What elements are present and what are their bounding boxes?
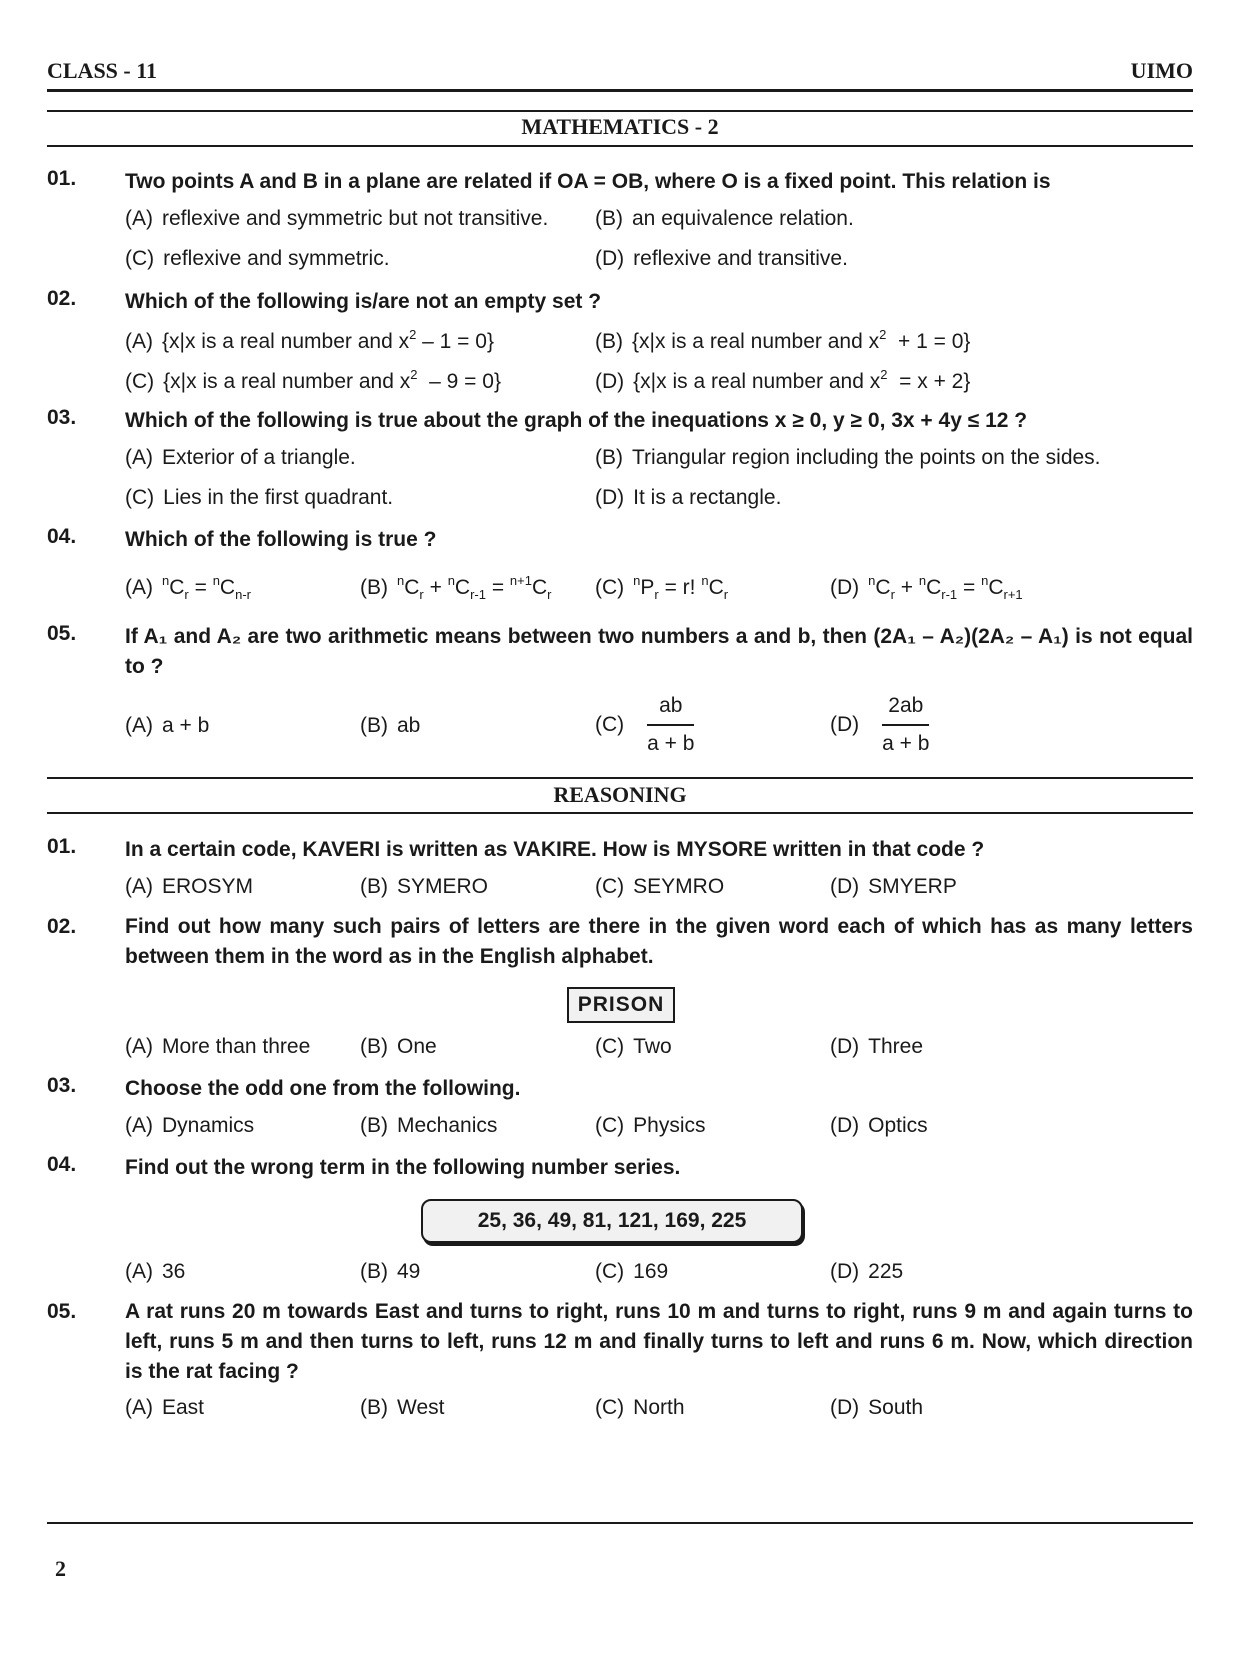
option-label: (B) — [595, 330, 623, 353]
question-text: Find out the wrong term in the following number series. — [125, 1156, 681, 1179]
question-number: 05. — [47, 1300, 77, 1323]
number-series-box: 25, 36, 49, 81, 121, 169, 225 — [421, 1199, 803, 1243]
option-b: One — [397, 1035, 437, 1058]
option-b: $^nC_r + ^nC_{r-1} = ^{n+1}C_r$ — [397, 573, 552, 602]
question-number: 02. — [47, 915, 77, 938]
option-c: {x|x is a real number and $x^2 - 9 = 0$} — [163, 367, 501, 393]
footer-rule — [47, 1522, 1193, 1524]
option-label: (B) — [360, 714, 388, 737]
question-text: Which of the following is true about the graph of the inequations x ≥ 0, y ≥ 0, 3x + 4y ≤ 12 ? — [125, 409, 1028, 432]
option-label: (A) — [125, 875, 153, 898]
question-text: Choose the odd one from the following. — [125, 1077, 521, 1100]
option-a: EROSYM — [162, 875, 254, 898]
option-label: (A) — [125, 1035, 153, 1058]
option-label: (C) — [125, 247, 155, 270]
option-d-fraction: $\frac{2ab}{a + b}$ — [882, 694, 930, 755]
option-d: $^nC_r + ^nC_{r-1} = ^nC_{r+1}$ — [868, 573, 1023, 602]
math-section-title: MATHEMATICS - 2 — [521, 114, 719, 139]
option-label: (B) — [595, 207, 623, 230]
question-number: 04. — [47, 1153, 77, 1176]
option-label: (B) — [360, 576, 388, 599]
question-text: Find out how many such pairs of letters are there in the given word each of which has as many letters between them in the word as in the English alphabet. — [125, 915, 1193, 968]
option-d: {x|x is a real number and $x^2 = x + 2$} — [633, 367, 971, 393]
option-label: (D) — [830, 1114, 860, 1137]
option-label: (A) — [125, 576, 153, 599]
option-b: 49 — [397, 1260, 421, 1283]
option-b: ab — [397, 714, 421, 737]
option-label: (C) — [125, 370, 155, 393]
question-number: 02. — [47, 287, 77, 310]
page-number: 2 — [55, 1556, 66, 1581]
question-number: 05. — [47, 622, 77, 645]
option-label: (C) — [125, 486, 155, 509]
reasoning-section-title: REASONING — [553, 782, 687, 807]
option-label: (D) — [830, 1035, 860, 1058]
question-text: Which of the following is/are not an empty set ? — [125, 290, 602, 313]
option-label: (A) — [125, 1396, 153, 1419]
question-number: 03. — [47, 1074, 77, 1097]
option-label: (D) — [595, 247, 625, 270]
option-a: reflexive and symmetric but not transitive. — [162, 207, 549, 230]
option-c: reflexive and symmetric. — [163, 247, 390, 270]
option-label: (C) — [595, 1396, 625, 1419]
option-label: (C) — [595, 875, 625, 898]
option-a: 36 — [162, 1260, 186, 1283]
option-label: (C) — [595, 576, 625, 599]
option-a: {x|x is a real number and $x^2 - 1 = 0$} — [162, 327, 494, 353]
option-d: South — [868, 1396, 924, 1419]
option-label: (B) — [360, 1396, 388, 1419]
option-d: SMYERP — [868, 875, 957, 898]
option-c: 169 — [633, 1260, 669, 1283]
option-label: (C) — [595, 1114, 625, 1137]
option-label: (A) — [125, 1260, 153, 1283]
option-c: SEYMRO — [633, 875, 725, 898]
header-rule — [47, 89, 1193, 92]
option-a: East — [162, 1396, 205, 1419]
option-d: reflexive and transitive. — [633, 247, 848, 270]
option-label: (C) — [595, 712, 625, 736]
option-label: (D) — [830, 1260, 860, 1283]
option-c: Two — [633, 1035, 672, 1058]
section-rule-bottom — [47, 812, 1193, 814]
option-label: (A) — [125, 714, 153, 737]
option-a: Exterior of a triangle. — [162, 446, 356, 469]
option-a: $^nC_r = ^nC_{n-r}$ — [162, 573, 251, 602]
question-text: Which of the following is true ? — [125, 528, 437, 551]
option-label: (C) — [595, 1260, 625, 1283]
section-rule-top — [47, 777, 1193, 779]
exam-page — [47, 0, 1193, 1654]
question-text: In a certain code, KAVERI is written as VAKIRE. How is MYSORE written in that code ? — [125, 838, 985, 861]
option-c: Lies in the first quadrant. — [163, 486, 394, 509]
option-a: More than three — [162, 1035, 311, 1058]
option-label: (D) — [830, 1396, 860, 1419]
option-b: Mechanics — [397, 1114, 498, 1137]
option-label: (B) — [360, 1035, 388, 1058]
option-label: (B) — [360, 875, 388, 898]
option-b: Triangular region including the points on the sides. — [632, 446, 1101, 469]
option-label: (D) — [595, 370, 625, 393]
option-label: (A) — [125, 330, 153, 353]
option-label: (B) — [360, 1114, 388, 1137]
option-label: (A) — [125, 207, 153, 230]
question-number: 01. — [47, 167, 77, 190]
olympiad-label: UIMO — [1130, 58, 1193, 83]
option-d: 225 — [868, 1260, 904, 1283]
option-label: (A) — [125, 446, 153, 469]
section-rule-bottom — [47, 145, 1193, 147]
question-text: If A₁ and A₂ are two arithmetic means between two numbers a and b, then (2A₁ – A₂)(2A₂ – A₁) is not equal to ? — [125, 625, 1193, 678]
question-text: Two points A and B in a plane are related if OA = OB, where O is a fixed point. This relation is — [125, 170, 1051, 193]
option-label: (A) — [125, 1114, 153, 1137]
option-a: a + b — [162, 714, 210, 737]
question-number: 03. — [47, 406, 77, 429]
option-b: SYMERO — [397, 875, 489, 898]
class-label: CLASS - 11 — [47, 58, 158, 83]
option-b: {x|x is a real number and $x^2 + 1 = 0$} — [632, 327, 971, 353]
option-label: (D) — [595, 486, 625, 509]
page-header — [47, 58, 1193, 88]
option-d: It is a rectangle. — [633, 486, 782, 509]
option-c: North — [633, 1396, 685, 1419]
option-d: Three — [868, 1035, 924, 1058]
option-b: West — [397, 1396, 445, 1419]
option-label: (B) — [595, 446, 623, 469]
option-label: (D) — [830, 875, 860, 898]
option-c: Physics — [633, 1114, 706, 1137]
question-text: A rat runs 20 m towards East and turns to right, runs 10 m and turns to right, runs 9 m and again turns to left, runs 5 m and then turns to left, runs 12 m and finally turns to left and runs 6 m. Now, which direction is the rat facing ? — [125, 1300, 1193, 1383]
section-rule-top — [47, 110, 1193, 112]
option-label: (B) — [360, 1260, 388, 1283]
question-number: 01. — [47, 835, 77, 858]
option-d: Optics — [868, 1114, 928, 1137]
question-number: 04. — [47, 525, 77, 548]
option-c: $^nP_r = r$! $^nC_r$ — [633, 573, 729, 602]
option-label: (C) — [595, 1035, 625, 1058]
option-label: (D) — [830, 712, 860, 736]
option-label: (D) — [830, 576, 860, 599]
option-c-fraction: $\frac{ab}{a + b}$ — [647, 694, 695, 755]
option-a: Dynamics — [162, 1114, 255, 1137]
word-box: PRISON — [567, 987, 675, 1023]
option-b: an equivalence relation. — [632, 207, 854, 230]
